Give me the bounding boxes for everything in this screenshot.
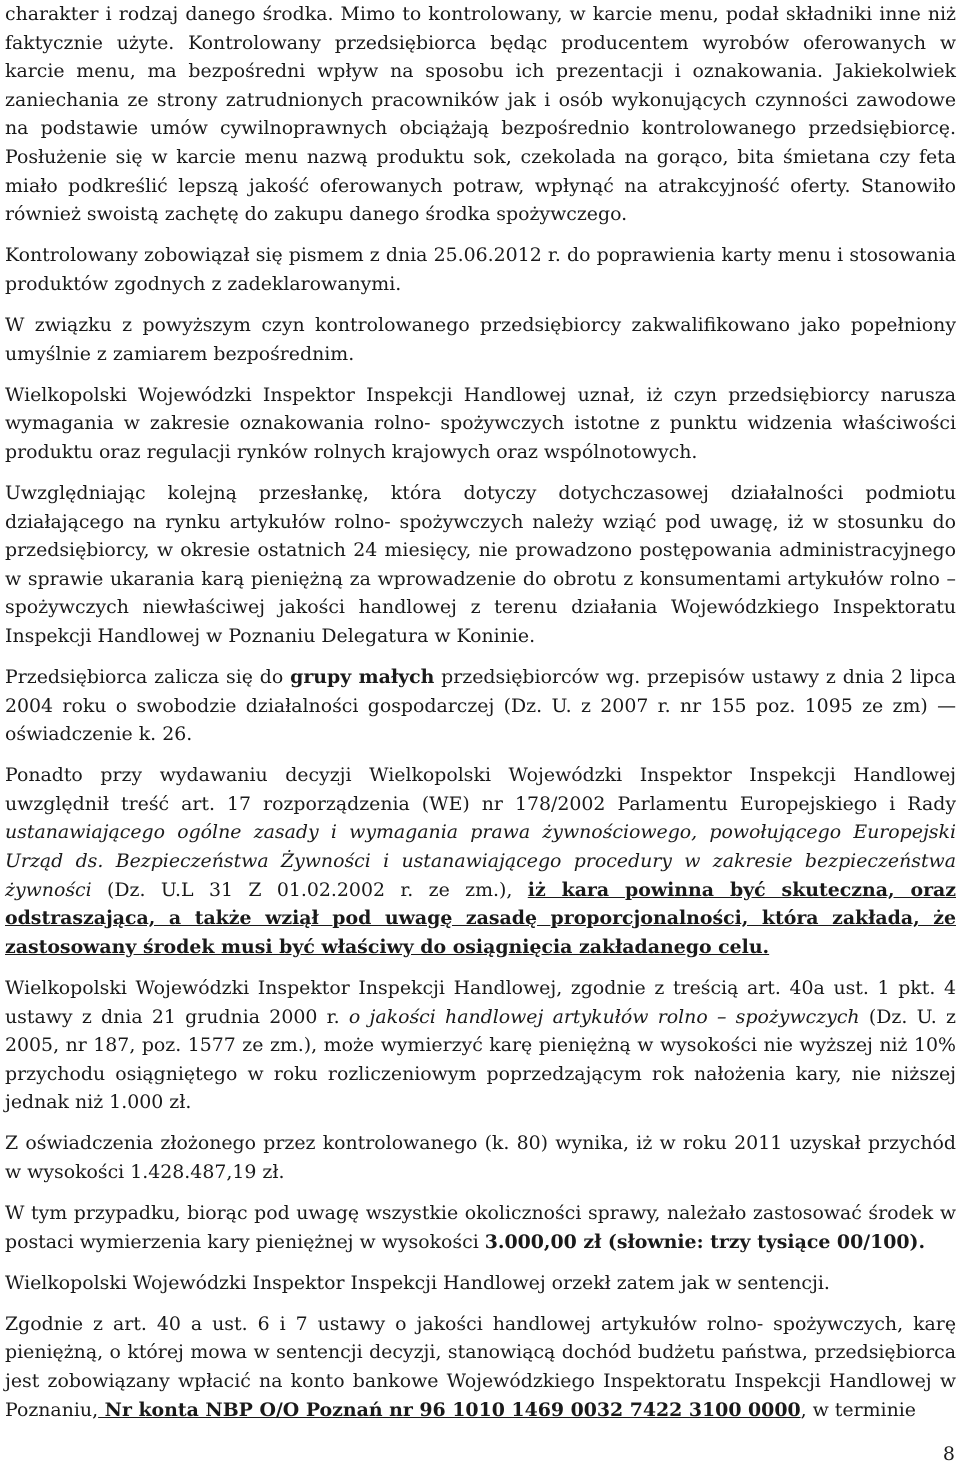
text-run: Wielkopolski Wojewódzki Inspektor Inspekcji Handlowej uznał, iż czyn przedsiębiorcy narusza wymagania w zakresie oznakowania rolno- spożywczych istotne z punktu widzenia właściwości produktu oraz regulacji rynków rolnych krajowych oraz wspólnotowych. (5, 383, 956, 463)
paragraph (0, 1269, 960, 1298)
text-run: Uwzględniając kolejną przesłankę, która dotyczy dotychczasowej działalności podmiotu działającego na rynku artykułów rolno- spożywczych należy wziąć pod uwagę, iż w stosunku do przedsiębiorcy, w okresie ostatnich 24 miesięcy, nie prowadzono postępowania administracyjnego w sprawie ukarania karą pieniężną za wprowadzenie do obrotu z konsumentami artykułów rolno – spożywczych niewłaściwej jakości handlowej z terenu działania Wojewódzkiego Inspektoratu Inspekcji Handlowej w Poznaniu Delegatura w Koninie. (5, 481, 956, 647)
text-run: Wielkopolski Wojewódzki Inspektor Inspekcji Handlowej orzekł zatem jak w sentencji. (5, 1271, 830, 1294)
text-run: Zgodnie z art. 40 a ust. 6 i 7 ustawy o jakości handlowej artykułów rolno- spożywczych, karę pieniężną, o której mowa w sentencji decyzji, stanowiącą dochód budżetu państwa, przedsiębiorca jest zobowiązany wpłacić na konto bankowe Wojewódzkiego Inspektoratu Inspekcji Handlowej w Poznaniu, (5, 1312, 956, 1421)
paragraph (0, 241, 960, 298)
paragraph (0, 381, 960, 467)
paragraph (0, 311, 960, 368)
text-run: (Dz. U. z 2005, nr 187, poz. 1577 ze zm.), może wymierzyć karę pieniężną w wysokości nie wyższej niż 10% przychodu osiągniętego w roku rozliczeniowym poprzedzającym rok nałożenia kary, nie niższej jednak niż 1.000 zł. (5, 1005, 957, 1114)
paragraph (0, 974, 960, 1117)
text-run: Kontrolowany zobowiązał się pismem z dnia 25.06.2012 r. do poprawienia karty menu i stosowania produktów zgodnych z zadeklarowanymi. (5, 244, 956, 295)
paragraph (0, 479, 960, 651)
paragraph (0, 1199, 960, 1256)
text-run: Przedsiębiorca zalicza się do (5, 665, 291, 688)
text-run: 3.000,00 zł (słownie: trzy tysiące 00/100). (484, 1230, 926, 1253)
text-run: Nr konta NBP O/O Poznań nr 96 1010 1469 0032 7422 3100 0000 (98, 1398, 801, 1421)
page-number: 8 (942, 1443, 955, 1465)
text-run: przedsiębiorców wg. przepisów ustawy z dnia 2 lipca 2004 roku o swobodzie działalności gospodarczej (Dz. U. z 2007 r. nr 155 poz. 1095 ze zm) — oświadczenie k. 26. (5, 665, 956, 746)
text-run: Ponadto przy wydawaniu decyzji Wielkopolski Wojewódzki Inspektor Inspekcji Handlowej uwzględnił treść art. 17 rozporządzenia (WE) nr 178/2002 Parlamentu Europejskiego i Rady (5, 764, 956, 815)
text-run: W związku z powyższym czyn kontrolowanego przedsiębiorcy zakwalifikowano jako popełniony umyślnie z zamiarem bezpośrednim. (5, 313, 956, 365)
text-run: o jakości handlowej artykułów rolno – spożywczych (348, 1005, 860, 1028)
text-run: charakter i rodzaj danego środka. Mimo to kontrolowany, w karcie menu, podał składniki inne niż faktycznie użyte. Kontrolowany przedsiębiorca będąc producentem wyrobów oferowanych w karcie menu, ma bezpośredni wpływ na sposobu ich prezentacji i oznakowania. Jakiekolwiek zaniechania ze strony zatrudnionych pracowników jak i osób wykonujących czynności zawodowe na podstawie umów cywilnoprawnych obciążają bezpośrednio kontrolowanego przedsiębiorcę. Posłużenie się w karcie menu nazwą produktu sok, czekolada na gorąco, bita śmietana czy feta miało podkreślić lepszą jakość oferowanych potraw, wpłynąć na atrakcyjność oferty. Stanowiło również swoistą zachętę do zakupu danego środka spożywczego. (5, 3, 956, 226)
paragraph (0, 1129, 960, 1186)
text-run: grupy małych (290, 665, 435, 688)
text-run: Wielkopolski Wojewódzki Inspektor Inspekcji Handlowej, zgodnie z treścią art. 40a ust. 1 pkt. 4 ustawy z dnia 21 grudnia 2000 r. (5, 976, 956, 1028)
text-run: ustanawiającego ogólne zasady i wymagania prawa żywnościowego, powołującego Europejski Urząd ds. Bezpieczeństwa Żywności i ustanawiającego procedury w zakresie bezpieczeństwa żywności (5, 821, 956, 901)
paragraph (0, 1310, 960, 1424)
text-run: (Dz. U.L 31 Z 01.02.2002 r. ze zm.), (91, 878, 528, 901)
paragraph (0, 663, 960, 749)
text-run: iż kara powinna być skuteczna, oraz odstraszająca, a także wziął pod uwagę zasadę proporcjonalności, która zakłada, że zastosowany środek musi być właściwy do osiągnięcia zakładanego celu. (5, 878, 956, 958)
text-run: W tym przypadku, biorąc pod uwagę wszystkie okoliczności sprawy, należało zastosować środek w postaci wymierzenia kary pieniężnej w wysokości (5, 1202, 956, 1253)
text-run: , w terminie (800, 1398, 916, 1421)
paragraph (0, 761, 960, 961)
paragraph (0, 0, 960, 229)
text-run: Z oświadczenia złożonego przez kontrolowanego (k. 80) wynika, iż w roku 2011 uzyskał przychód w wysokości 1.428.487,19 zł. (5, 1132, 956, 1183)
